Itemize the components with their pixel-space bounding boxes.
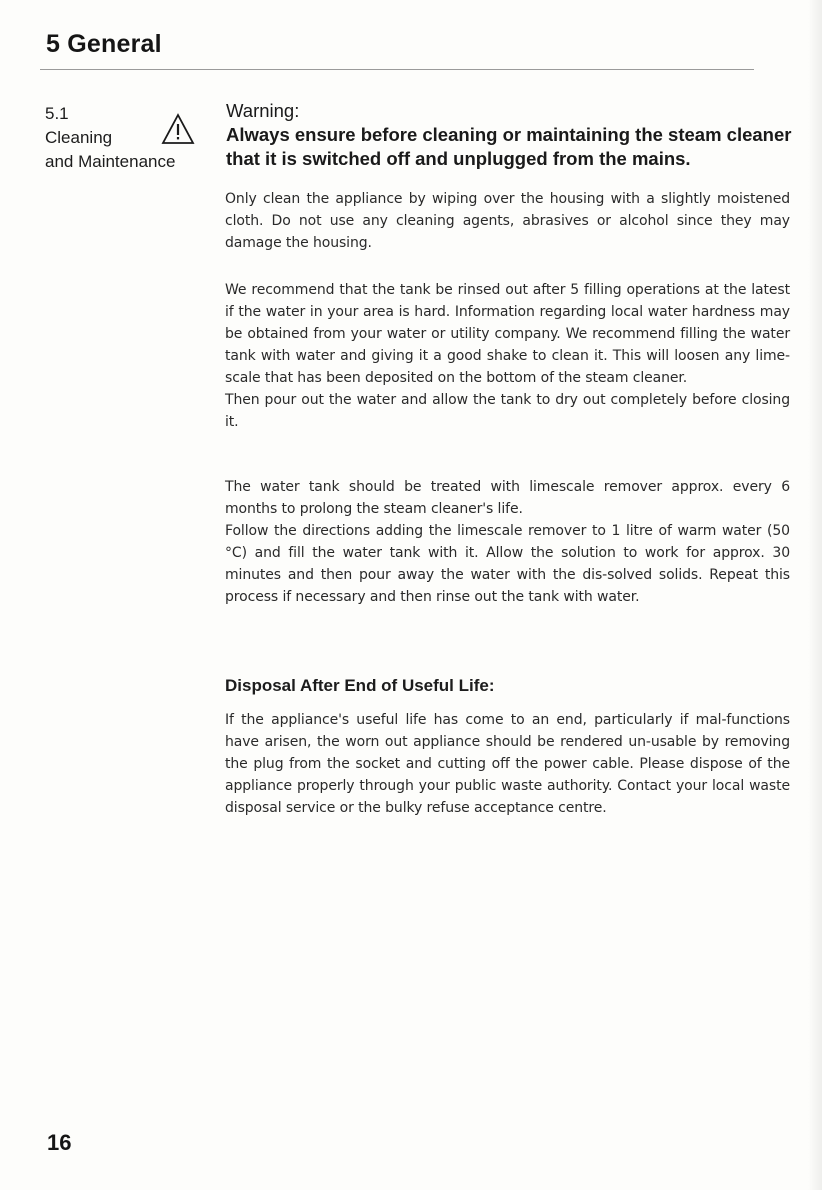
paragraph-4: The water tank should be treated with limescale remover approx. every 6 months to prolong the steam cleaner's life.	[225, 479, 790, 517]
warning-text: Always ensure before cleaning or maintaining the steam cleaner that it is switched off and unplugged from the mains.	[226, 124, 792, 169]
section-title-line2: and Maintenance	[45, 152, 176, 171]
section-number: 5.1	[45, 104, 69, 123]
warning-triangle-icon	[161, 113, 195, 145]
paragraph-limescale	[225, 476, 790, 608]
paragraph-tank	[225, 279, 790, 433]
header-rule	[40, 69, 754, 70]
paragraph-5: Follow the directions adding the limescale remover to 1 litre of warm water (50 °C) and fill the water tank with it. Allow the solution to work for approx. 30 minutes and then pour away the water with the dis-solved solids. Repeat this process if necessary and then rinse out the tank with water.	[225, 523, 790, 605]
warning-label: Warning:	[226, 100, 300, 121]
paragraph-3: Then pour out the water and allow the tank to dry out completely before closing it.	[225, 392, 790, 430]
warning-block	[226, 99, 796, 171]
paragraph-2: We recommend that the tank be rinsed out after 5 filling operations at the latest if the water in your area is hard. Information regarding local water hardness may be obtained from your water or utility company. We recommend filling the water tank with water and giving it a good shake to clean it. This will loosen any lime-scale that has been deposited on the bottom of the steam cleaner.	[225, 282, 790, 386]
chapter-title: 5 General	[46, 30, 162, 58]
paragraph-disposal	[225, 709, 790, 819]
paragraph-1: Only clean the appliance by wiping over the housing with a slightly moistened cloth. Do not use any cleaning agents, abrasives or alcohol since they may damage the housing.	[225, 191, 790, 251]
disposal-heading: Disposal After End of Useful Life:	[225, 676, 495, 695]
section-title-line1: Cleaning	[45, 128, 113, 147]
paragraph-cleaning	[225, 188, 790, 254]
page-number: 16	[47, 1130, 72, 1155]
section-label	[45, 102, 175, 174]
disposal-text: If the appliance's useful life has come to an end, particularly if mal-functions have arisen, the worn out appliance should be rendered un-usable by removing the plug from the socket and cutting off the power cable. Please dispose of the appliance properly through your public waste authority. Contact your local waste disposal service or the bulky refuse acceptance centre.	[225, 712, 790, 816]
scan-edge-shadow	[808, 0, 822, 1190]
